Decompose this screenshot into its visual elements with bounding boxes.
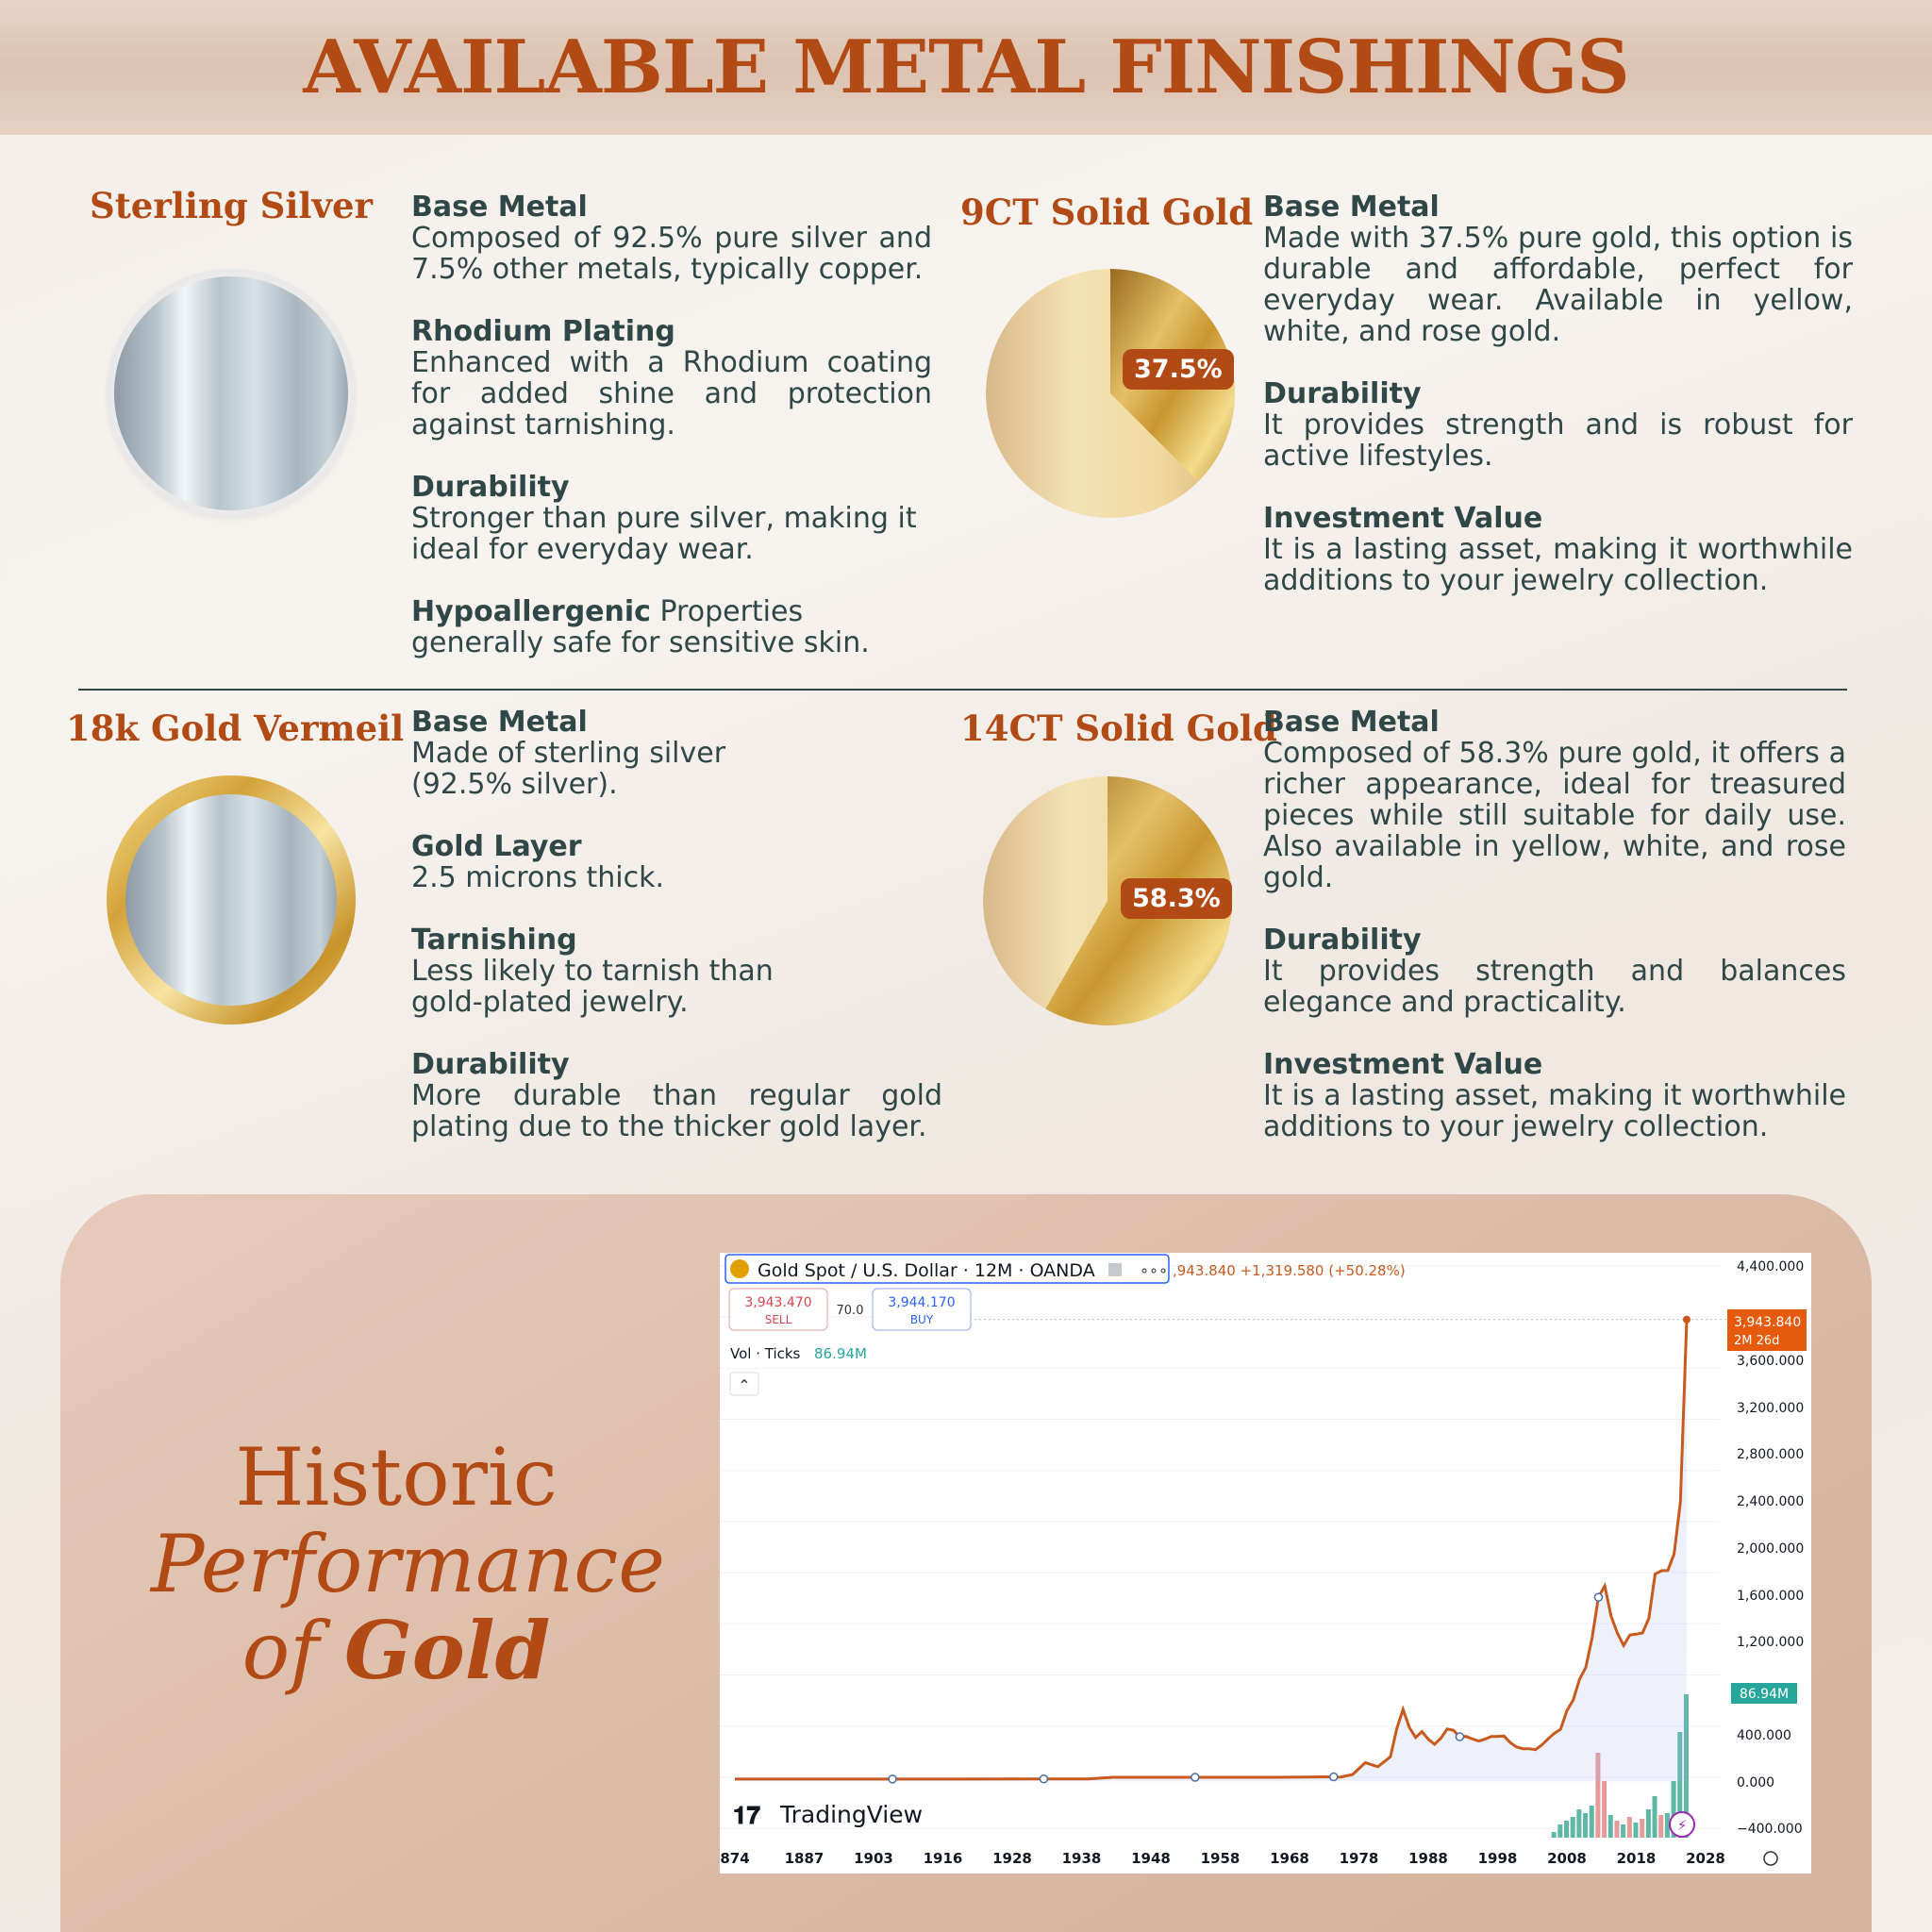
metal-name-sterling-silver: Sterling Silver bbox=[90, 185, 373, 226]
volume-bar bbox=[1564, 1821, 1569, 1838]
gold-price-chart[interactable] bbox=[720, 1253, 1811, 1874]
y-tick-label: 3,600.000 bbox=[1737, 1354, 1805, 1369]
section-divider bbox=[78, 689, 1847, 691]
change-text: ,943.840 +1,319.580 (+50.28%) bbox=[1173, 1262, 1406, 1279]
x-tick-label: 1978 bbox=[1339, 1850, 1379, 1867]
volume-bar bbox=[1583, 1813, 1588, 1838]
header-banner bbox=[0, 0, 1932, 135]
x-tick-label: 1938 bbox=[1061, 1850, 1102, 1867]
9ct-gold-details: Base Metal Made with 37.5% pure gold, this option is durable and affordable, perfect for everyday wear. Available in yellow, white, and rose gold. Durability It provides strength and is robust for active lifestyles. Investment Value It is a lasting asset, making it worthwhile additions to your jewelry collection. bbox=[1263, 191, 1853, 597]
y-tick-label: 1,600.000 bbox=[1737, 1589, 1805, 1604]
y-tick-label: 1,200.000 bbox=[1737, 1635, 1805, 1650]
9ct-gold-pie bbox=[986, 269, 1235, 518]
14ct-percent-badge: 58.3% bbox=[1121, 878, 1232, 919]
x-tick-label: 1916 bbox=[923, 1850, 963, 1867]
x-tick-label: 1958 bbox=[1200, 1850, 1241, 1867]
x-tick-label: 1887 bbox=[784, 1850, 824, 1867]
svg-text:BUY: BUY bbox=[909, 1313, 934, 1326]
x-tick-label: 1948 bbox=[1131, 1850, 1171, 1867]
sterling-silver-disc bbox=[107, 269, 356, 518]
volume-bar bbox=[1576, 1809, 1581, 1838]
x-tick-label: 874 bbox=[720, 1850, 750, 1867]
volume-bar bbox=[1621, 1824, 1625, 1838]
volume-bar bbox=[1658, 1815, 1663, 1838]
volume-bar bbox=[1646, 1809, 1651, 1838]
y-tick-label: 0.000 bbox=[1737, 1775, 1775, 1790]
svg-text:2M 26d: 2M 26d bbox=[1734, 1334, 1780, 1348]
spread-value: 70.0 bbox=[836, 1304, 864, 1318]
volume-bar bbox=[1590, 1806, 1594, 1838]
chevron-up-icon: ⌃ bbox=[738, 1376, 751, 1394]
y-tick-label: −400.000 bbox=[1737, 1822, 1803, 1837]
volume-bar bbox=[1627, 1817, 1632, 1838]
14ct-gold-details: Base Metal Composed of 58.3% pure gold, it offers a richer appearance, ideal for treasured pieces while still suitable for daily use. Also available in yellow, white, and rose gold. Durability It provides strength and balances elegance and practicality. Investment Value It is a lasting asset, making it worthwhile additions to your jewelry collection. bbox=[1263, 706, 1846, 1143]
event-marker[interactable] bbox=[1330, 1773, 1338, 1780]
y-tick-label: 400.000 bbox=[1737, 1728, 1791, 1743]
x-tick-label: 1928 bbox=[992, 1850, 1032, 1867]
volume-bar bbox=[1653, 1796, 1657, 1838]
9ct-percent-badge: 37.5% bbox=[1123, 349, 1234, 390]
y-tick-label: 2,000.000 bbox=[1737, 1541, 1805, 1557]
gold-vermeil-details: Base Metal Made of sterling silver (92.5% silver). Gold Layer 2.5 microns thick. Tarnishing Less likely to tarnish than gold-plated jewelry. Durability More durable than regular gold plating due to the thicker gold layer. bbox=[411, 706, 942, 1143]
svg-text:⚡: ⚡ bbox=[1676, 1817, 1688, 1834]
volume-bar bbox=[1552, 1832, 1557, 1838]
event-marker[interactable] bbox=[889, 1775, 896, 1783]
vol-value: 86.94M bbox=[814, 1345, 867, 1362]
event-marker[interactable] bbox=[1040, 1775, 1047, 1783]
volume-bar bbox=[1640, 1819, 1644, 1838]
flag-icon[interactable] bbox=[1108, 1263, 1122, 1276]
y-tick-label: 2,400.000 bbox=[1737, 1494, 1805, 1509]
event-marker[interactable] bbox=[1191, 1774, 1199, 1781]
x-tick-label: 1903 bbox=[854, 1850, 893, 1867]
volume-bar bbox=[1571, 1817, 1575, 1838]
gear-icon[interactable] bbox=[1764, 1852, 1777, 1865]
svg-text:SELL: SELL bbox=[764, 1313, 792, 1326]
price-series-line bbox=[735, 1320, 1687, 1779]
event-marker[interactable] bbox=[1456, 1733, 1463, 1740]
symbol-text: Gold Spot / U.S. Dollar · 12M · OANDA bbox=[758, 1260, 1095, 1281]
volume-bar bbox=[1602, 1781, 1607, 1838]
y-tick-label: 3,200.000 bbox=[1737, 1401, 1805, 1416]
chart-canvas[interactable] bbox=[720, 1253, 1811, 1874]
event-marker[interactable] bbox=[1594, 1593, 1602, 1601]
y-tick-label: 2,800.000 bbox=[1737, 1447, 1805, 1462]
svg-text:3,944.170: 3,944.170 bbox=[888, 1295, 956, 1310]
vol-label: Vol · Ticks bbox=[730, 1345, 801, 1362]
performance-title: Historic Performance of Gold bbox=[151, 1431, 666, 1697]
sterling-silver-details: Base Metal Composed of 92.5% pure silver and 7.5% other metals, typically copper. Rhodium Plating Enhanced with a Rhodium coating for added shine and protection against tarnishing. Durability Stronger than pure silver, making it ideal for everyday wear. Hypoallergenic Properties generally safe for sensitive skin. bbox=[411, 191, 932, 659]
gold-vermeil-disc bbox=[107, 775, 356, 1024]
y-tick-label: 4,400.000 bbox=[1737, 1259, 1805, 1274]
more-icon[interactable]: ∘∘∘ bbox=[1140, 1261, 1169, 1279]
metal-name-9ct-solid-gold: 9CT Solid Gold bbox=[960, 192, 1254, 233]
volume-bar bbox=[1557, 1824, 1562, 1838]
metal-name-14ct-solid-gold: 14CT Solid Gold bbox=[960, 708, 1277, 749]
tradingview-watermark: TradingView bbox=[780, 1801, 924, 1828]
svg-text:86.94M: 86.94M bbox=[1739, 1687, 1790, 1702]
volume-bar bbox=[1614, 1821, 1619, 1838]
x-tick-label: 1968 bbox=[1270, 1850, 1309, 1867]
volume-bar bbox=[1634, 1823, 1639, 1838]
x-tick-label: 1988 bbox=[1408, 1850, 1448, 1867]
tradingview-logo-icon: 𝟏𝟕 bbox=[733, 1802, 760, 1830]
svg-text:3,943.840: 3,943.840 bbox=[1734, 1315, 1802, 1330]
x-tick-label: 1998 bbox=[1477, 1850, 1518, 1867]
x-tick-label: 2028 bbox=[1686, 1850, 1725, 1867]
gold-coin-icon bbox=[730, 1259, 749, 1278]
price-area-fill bbox=[735, 1320, 1687, 1782]
x-tick-label: 2008 bbox=[1547, 1850, 1587, 1867]
metal-name-18k-gold-vermeil: 18k Gold Vermeil bbox=[66, 708, 405, 749]
page-title: AVAILABLE METAL FINISHINGS bbox=[303, 25, 1629, 110]
volume-bar bbox=[1608, 1815, 1613, 1838]
last-price-dot bbox=[1683, 1316, 1690, 1324]
svg-text:3,943.470: 3,943.470 bbox=[744, 1295, 812, 1310]
x-tick-label: 2018 bbox=[1616, 1850, 1657, 1867]
